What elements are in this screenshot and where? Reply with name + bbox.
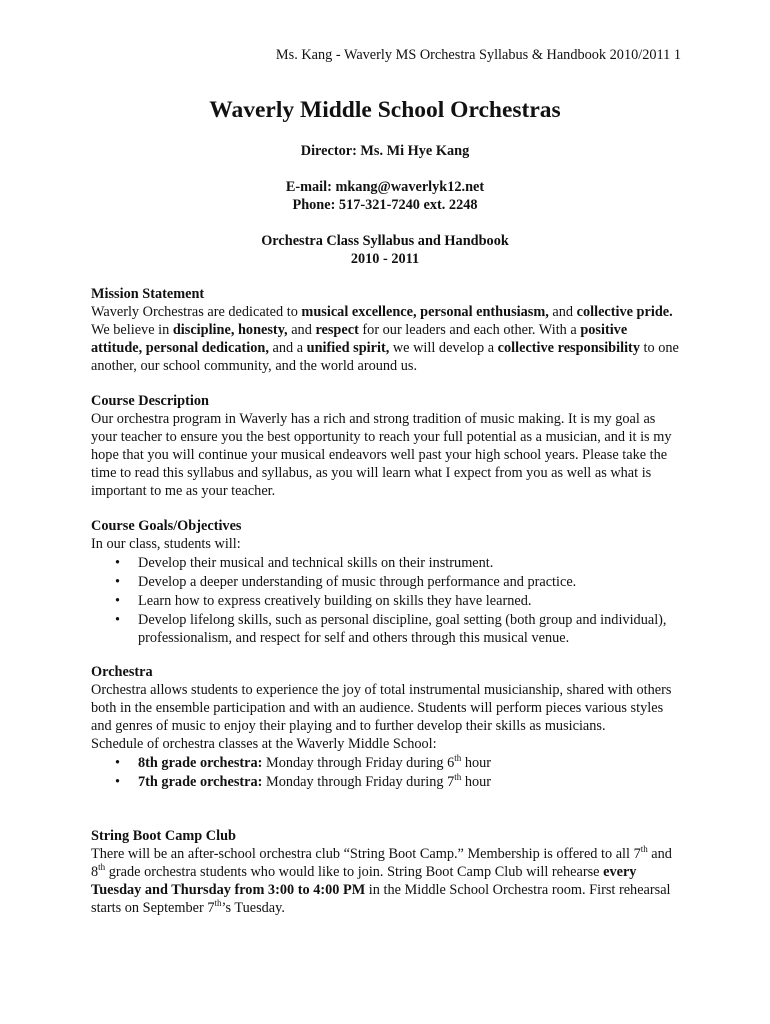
course-description-section: [91, 392, 681, 500]
director-line: Director: Ms. Mi Hye Kang: [300, 143, 470, 159]
boot-camp-section: [91, 827, 681, 917]
orchestra-text: Orchestra allows students to experience the joy of total instrumental musicianship, shared with others both in the ensemble participation and with an audience. Students will perform pieces various styles and genres of music to enjoy their playing and to further develop their skills as musicians.: [91, 682, 672, 734]
course-description-text: Our orchestra program in Waverly has a rich and strong tradition of music making. It is my goal as your teacher to ensure you the best opportunity to reach your full potential as a musician, and it is my hope that you will continue your musical endeavors well past your high school years. Please take the time to read this syllabus and syllabus, as you will learn what I expect from you as well as what is important to me as your teacher.: [91, 411, 672, 499]
goals-list: [91, 554, 681, 647]
bullet-icon: •: [115, 593, 121, 609]
schedule-intro: Schedule of orchestra classes at the Waverly Middle School:: [91, 736, 437, 752]
goals-intro: In our class, students will:: [91, 536, 241, 552]
bullet-icon: •: [115, 755, 121, 771]
list-item: • Learn how to express creatively building on skills they have learned.: [115, 593, 532, 609]
phone-line: Phone: 517-321-7240 ext. 2248: [292, 197, 478, 213]
bullet-icon: •: [115, 612, 121, 628]
goals-heading: Course Goals/Objectives: [91, 518, 242, 534]
orchestra-section: [91, 663, 681, 791]
running-head: Ms. Kang - Waverly MS Orchestra Syllabus & Handbook 2010/2011 1: [275, 47, 681, 63]
bullet-icon: •: [115, 774, 121, 790]
boot-camp-heading: String Boot Camp Club: [91, 828, 236, 844]
goals-section: [91, 517, 681, 647]
course-description-heading: Course Description: [91, 393, 209, 409]
list-item: • Develop their musical and technical skills on their instrument.: [115, 555, 494, 571]
bullet-icon: •: [115, 574, 121, 590]
mission-heading: Mission Statement: [91, 286, 205, 302]
list-item: • 7th grade orchestra: Monday through Friday during 7th hour: [115, 772, 492, 790]
page-title: Waverly Middle School Orchestras: [209, 97, 561, 123]
email-line: E-mail: mkang@waverlyk12.net: [285, 179, 485, 195]
schedule-list: [91, 754, 681, 791]
syllabus-title: Orchestra Class Syllabus and Handbook: [261, 233, 509, 249]
list-item: • Develop a deeper understanding of music through performance and practice.: [115, 574, 577, 590]
list-item: • Develop lifelong skills, such as personal discipline, goal setting (both group and individual), professionalism, and respect for self and others through this musical venue.: [115, 612, 667, 646]
mission-section: [91, 285, 681, 375]
orchestra-heading: Orchestra: [91, 664, 153, 680]
list-item: • 8th grade orchestra: Monday through Friday during 6th hour: [115, 753, 492, 771]
boot-camp-text: There will be an after-school orchestra club “String Boot Camp.” Membership is offered to all 7th and 8th grade orchestra students who would like to join. String Boot Camp Club will rehearse every Tuesday and Thursday from 3:00 to 4:00 PM in the Middle School Orchestra room. First rehearsal starts on September 7th’s Tuesday.: [91, 844, 672, 916]
school-year: 2010 - 2011: [350, 251, 420, 267]
mission-text: Waverly Orchestras are dedicated to musical excellence, personal enthusiasm, and collective pride. We believe in discipline, honesty, and respect for our leaders and each other. With a positive attitude, personal dedication, and a unified spirit, we will develop a collective responsibility to one another, our school community, and the world around us.: [91, 304, 679, 374]
bullet-icon: •: [115, 555, 121, 571]
